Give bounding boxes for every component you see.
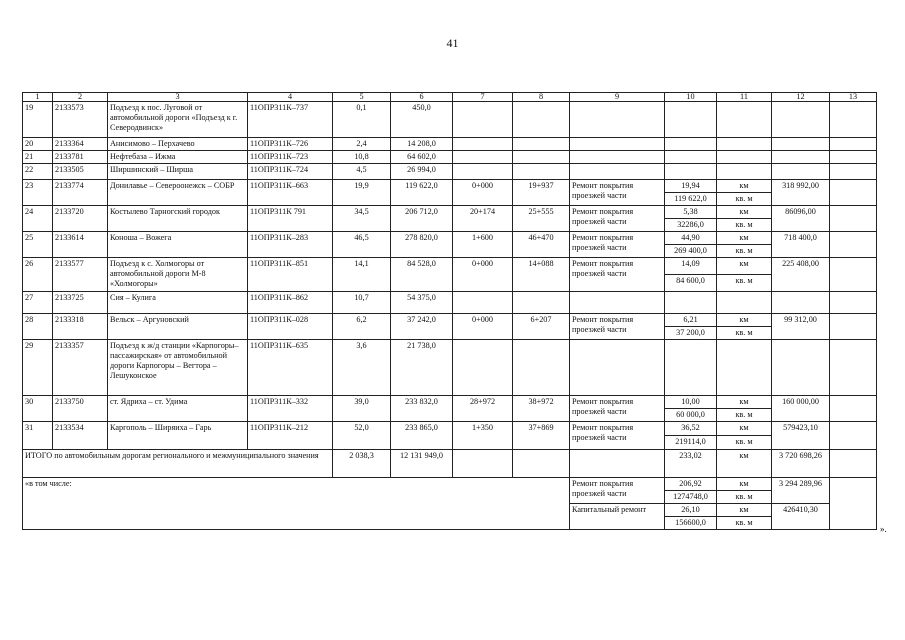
- empty-cell: [513, 164, 570, 180]
- road-length: 46,5: [333, 232, 391, 258]
- road-cost: 206 712,0: [391, 206, 453, 232]
- road-code: 2133750: [53, 396, 108, 422]
- row-number: 26: [23, 258, 53, 292]
- road-code: 2133577: [53, 258, 108, 292]
- col-header: 11: [717, 93, 772, 102]
- quantity-km: 44,90: [665, 232, 717, 245]
- empty-cell: [453, 151, 513, 164]
- unit-km: км: [717, 504, 772, 517]
- row-number: 20: [23, 138, 53, 151]
- empty-cell: [513, 292, 570, 314]
- road-cost: 37 242,0: [391, 314, 453, 340]
- empty-cell: [830, 478, 877, 530]
- col-header: 13: [830, 93, 877, 102]
- table-row: [23, 232, 877, 245]
- table-row: [23, 292, 877, 314]
- road-code: 2133534: [53, 422, 108, 450]
- road-cost: 26 994,0: [391, 164, 453, 180]
- table-row: [23, 180, 877, 193]
- empty-cell: [570, 138, 665, 151]
- road-id: 11ОПР311К–663: [248, 180, 333, 206]
- quantity-km: 26,10: [665, 504, 717, 517]
- table-row: [23, 340, 877, 396]
- empty-cell: [513, 450, 570, 478]
- quantity-area: 219114,0: [665, 436, 717, 450]
- road-length: 19,9: [333, 180, 391, 206]
- empty-cell: [513, 102, 570, 138]
- km-start: 20+174: [453, 206, 513, 232]
- quantity-km: 5,38: [665, 206, 717, 219]
- row-number: 23: [23, 180, 53, 206]
- work-type: Ремонт покрытия проезжей части: [570, 232, 665, 258]
- including-row: [23, 478, 877, 491]
- empty-cell: [453, 340, 513, 396]
- empty-cell: [570, 102, 665, 138]
- total-cost: 12 131 949,0: [391, 450, 453, 478]
- km-end: 6+207: [513, 314, 570, 340]
- km-start: 28+972: [453, 396, 513, 422]
- road-name: Каргополь – Ширяиха – Гарь: [108, 422, 248, 450]
- empty-cell: [453, 102, 513, 138]
- quantity-area: 84 600,0: [665, 275, 717, 292]
- km-start: 1+600: [453, 232, 513, 258]
- road-name: Ширшинский – Ширша: [108, 164, 248, 180]
- row-number: 29: [23, 340, 53, 396]
- col-header: 2: [53, 93, 108, 102]
- road-length: 52,0: [333, 422, 391, 450]
- unit-km: км: [717, 314, 772, 327]
- unit-km: км: [717, 258, 772, 275]
- unit-km: км: [717, 180, 772, 193]
- row-number: 24: [23, 206, 53, 232]
- km-end: 19+937: [513, 180, 570, 206]
- col-header: 5: [333, 93, 391, 102]
- empty-cell: [830, 396, 877, 422]
- table-row: [23, 422, 877, 436]
- unit-area: кв. м: [717, 409, 772, 422]
- empty-cell: [513, 138, 570, 151]
- empty-cell: [830, 180, 877, 206]
- empty-cell: [665, 340, 717, 396]
- empty-cell: [453, 450, 513, 478]
- total-unit: км: [717, 450, 772, 478]
- road-id: 11ОПР311К–212: [248, 422, 333, 450]
- empty-cell: [830, 292, 877, 314]
- total-label: ИТОГО по автомобильным дорогам регионального и межмуниципального значения: [23, 450, 333, 478]
- total-length: 2 038,3: [333, 450, 391, 478]
- total-sum: 3 720 698,26: [772, 450, 830, 478]
- road-code: 2133781: [53, 151, 108, 164]
- road-name: Подъезд к пос. Луговой от автомобильной дороги «Подъезд к г. Северодвинск»: [108, 102, 248, 138]
- road-code: 2133774: [53, 180, 108, 206]
- empty-cell: [570, 340, 665, 396]
- road-name: Нефтебаза – Ижма: [108, 151, 248, 164]
- empty-cell: [570, 292, 665, 314]
- quantity-km: 10,00: [665, 396, 717, 409]
- km-end: 37+869: [513, 422, 570, 450]
- road-code: 2133614: [53, 232, 108, 258]
- road-id: 11ОПР311К–028: [248, 314, 333, 340]
- quantity-area: 32286,0: [665, 219, 717, 232]
- empty-cell: [570, 164, 665, 180]
- road-cost: 233 832,0: [391, 396, 453, 422]
- empty-cell: [665, 292, 717, 314]
- road-name: Подъезд к ж/д станции «Карпогоры–пассажирская» от автомобильной дороги Карпогоры – Вегтора – Лешуконское: [108, 340, 248, 396]
- work-cost: 99 312,00: [772, 314, 830, 340]
- empty-cell: [772, 102, 830, 138]
- roads-table: [22, 92, 877, 530]
- table-row: [23, 206, 877, 219]
- work-cost: 86096,00: [772, 206, 830, 232]
- col-header: 6: [391, 93, 453, 102]
- road-id: 11ОПР311К–723: [248, 151, 333, 164]
- km-end: 38+972: [513, 396, 570, 422]
- road-cost: 233 865,0: [391, 422, 453, 450]
- col-header: 1: [23, 93, 53, 102]
- empty-cell: [665, 102, 717, 138]
- road-length: 0,1: [333, 102, 391, 138]
- road-id: 11ОПР311К 791: [248, 206, 333, 232]
- road-id: 11ОПР311К–332: [248, 396, 333, 422]
- road-length: 10,7: [333, 292, 391, 314]
- road-name: Коноша – Вожега: [108, 232, 248, 258]
- col-header: 12: [772, 93, 830, 102]
- work-cost: 160 000,00: [772, 396, 830, 422]
- table-row: [23, 164, 877, 180]
- unit-km: км: [717, 232, 772, 245]
- row-number: 28: [23, 314, 53, 340]
- km-start: 1+350: [453, 422, 513, 450]
- row-number: 25: [23, 232, 53, 258]
- row-number: 22: [23, 164, 53, 180]
- work-cost: 426410,30: [772, 504, 830, 530]
- km-start: 0+000: [453, 180, 513, 206]
- col-header: 3: [108, 93, 248, 102]
- unit-area: кв. м: [717, 219, 772, 232]
- work-type: Ремонт покрытия проезжей части: [570, 314, 665, 340]
- table-row: [23, 102, 877, 138]
- road-cost: 14 208,0: [391, 138, 453, 151]
- unit-km: км: [717, 422, 772, 436]
- unit-area: кв. м: [717, 193, 772, 206]
- work-type: Капитальный ремонт: [570, 504, 665, 530]
- road-code: 2133725: [53, 292, 108, 314]
- empty-cell: [830, 206, 877, 232]
- empty-cell: [830, 138, 877, 151]
- total-row: [23, 450, 877, 478]
- road-length: 4,5: [333, 164, 391, 180]
- road-length: 6,2: [333, 314, 391, 340]
- row-number: 21: [23, 151, 53, 164]
- road-length: 39,0: [333, 396, 391, 422]
- header-row: [23, 93, 877, 102]
- empty-cell: [830, 340, 877, 396]
- work-type: Ремонт покрытия проезжей части: [570, 422, 665, 450]
- table-row: [23, 138, 877, 151]
- road-cost: 450,0: [391, 102, 453, 138]
- empty-cell: [830, 314, 877, 340]
- quantity-km: 19,94: [665, 180, 717, 193]
- road-name: Костылево Тарногский городок: [108, 206, 248, 232]
- empty-cell: [665, 151, 717, 164]
- empty-cell: [665, 138, 717, 151]
- row-number: 30: [23, 396, 53, 422]
- table-row: [23, 151, 877, 164]
- road-name: Анисимово – Перхачево: [108, 138, 248, 151]
- col-header: 7: [453, 93, 513, 102]
- quantity-area: 269 400,0: [665, 245, 717, 258]
- page-number: 41: [446, 36, 459, 50]
- road-code: 2133318: [53, 314, 108, 340]
- empty-cell: [772, 151, 830, 164]
- unit-area: кв. м: [717, 245, 772, 258]
- road-length: 34,5: [333, 206, 391, 232]
- road-cost: 54 375,0: [391, 292, 453, 314]
- road-length: 3,6: [333, 340, 391, 396]
- empty-cell: [570, 450, 665, 478]
- empty-cell: [453, 164, 513, 180]
- quantity-area: 119 622,0: [665, 193, 717, 206]
- empty-cell: [830, 422, 877, 450]
- road-name: ст. Ядриха – ст. Удима: [108, 396, 248, 422]
- work-type: Ремонт покрытия проезжей части: [570, 206, 665, 232]
- empty-cell: [830, 151, 877, 164]
- col-header: 10: [665, 93, 717, 102]
- road-length: 14,1: [333, 258, 391, 292]
- closing-quote: ».: [880, 524, 887, 534]
- work-cost: 318 992,00: [772, 180, 830, 206]
- road-length: 10,8: [333, 151, 391, 164]
- row-number: 27: [23, 292, 53, 314]
- road-id: 11ОПР311К–724: [248, 164, 333, 180]
- work-cost: 579423,10: [772, 422, 830, 450]
- unit-area: кв. м: [717, 327, 772, 340]
- work-cost: 718 400,0: [772, 232, 830, 258]
- road-code: 2133364: [53, 138, 108, 151]
- empty-cell: [513, 151, 570, 164]
- table-row: [23, 396, 877, 409]
- empty-cell: [513, 340, 570, 396]
- km-end: 46+470: [513, 232, 570, 258]
- km-start: 0+000: [453, 258, 513, 292]
- road-id: 11ОПР311К–737: [248, 102, 333, 138]
- work-type: Ремонт покрытия проезжей части: [570, 258, 665, 292]
- quantity-km: 14,09: [665, 258, 717, 275]
- quantity-area: 37 200,0: [665, 327, 717, 340]
- unit-area: кв. м: [717, 491, 772, 504]
- empty-cell: [717, 151, 772, 164]
- total-quantity: 233,02: [665, 450, 717, 478]
- row-number: 19: [23, 102, 53, 138]
- unit-area: кв. м: [717, 517, 772, 530]
- road-cost: 119 622,0: [391, 180, 453, 206]
- quantity-km: 6,21: [665, 314, 717, 327]
- road-code: 2133505: [53, 164, 108, 180]
- col-header: 9: [570, 93, 665, 102]
- road-cost: 84 528,0: [391, 258, 453, 292]
- unit-km: км: [717, 206, 772, 219]
- empty-cell: [717, 138, 772, 151]
- road-cost: 21 738,0: [391, 340, 453, 396]
- unit-km: км: [717, 478, 772, 491]
- col-header: 4: [248, 93, 333, 102]
- road-code: 2133720: [53, 206, 108, 232]
- empty-cell: [453, 292, 513, 314]
- table-row: [23, 314, 877, 327]
- km-end: 25+555: [513, 206, 570, 232]
- empty-cell: [830, 258, 877, 292]
- road-name: Вельск – Аргуновский: [108, 314, 248, 340]
- unit-area: кв. м: [717, 436, 772, 450]
- quantity-area: 156600,0: [665, 517, 717, 530]
- unit-km: км: [717, 396, 772, 409]
- road-cost: 64 602,0: [391, 151, 453, 164]
- empty-cell: [830, 450, 877, 478]
- road-id: 11ОПР311К–635: [248, 340, 333, 396]
- empty-cell: [772, 292, 830, 314]
- empty-cell: [772, 138, 830, 151]
- road-length: 2,4: [333, 138, 391, 151]
- work-cost: 225 408,00: [772, 258, 830, 292]
- empty-cell: [830, 102, 877, 138]
- empty-cell: [717, 102, 772, 138]
- including-label: «в том числе:: [23, 478, 570, 530]
- road-code: 2133357: [53, 340, 108, 396]
- col-header: 8: [513, 93, 570, 102]
- empty-cell: [453, 138, 513, 151]
- work-type: Ремонт покрытия проезжей части: [570, 396, 665, 422]
- road-id: 11ОПР311К–851: [248, 258, 333, 292]
- road-id: 11ОПР311К–726: [248, 138, 333, 151]
- empty-cell: [665, 164, 717, 180]
- km-start: 0+000: [453, 314, 513, 340]
- road-name: Сия – Кулига: [108, 292, 248, 314]
- quantity-km: 36,52: [665, 422, 717, 436]
- empty-cell: [830, 232, 877, 258]
- quantity-area: 60 000,0: [665, 409, 717, 422]
- empty-cell: [830, 164, 877, 180]
- road-name: Донилавье – Североонежск – СОБР: [108, 180, 248, 206]
- work-type: Ремонт покрытия проезжей части: [570, 478, 665, 504]
- empty-cell: [570, 151, 665, 164]
- work-cost: 3 294 289,96: [772, 478, 830, 504]
- table-row: [23, 258, 877, 275]
- empty-cell: [772, 340, 830, 396]
- quantity-area: 1274748,0: [665, 491, 717, 504]
- empty-cell: [717, 292, 772, 314]
- empty-cell: [772, 164, 830, 180]
- road-code: 2133573: [53, 102, 108, 138]
- km-end: 14+088: [513, 258, 570, 292]
- empty-cell: [717, 164, 772, 180]
- road-id: 11ОПР311К–862: [248, 292, 333, 314]
- road-cost: 278 820,0: [391, 232, 453, 258]
- unit-area: кв. м: [717, 275, 772, 292]
- row-number: 31: [23, 422, 53, 450]
- road-name: Подъезд к с. Холмогоры от автомобильной дороги М-8 «Холмогоры»: [108, 258, 248, 292]
- work-type: Ремонт покрытия проезжей части: [570, 180, 665, 206]
- quantity-km: 206,92: [665, 478, 717, 491]
- road-id: 11ОПР311К–283: [248, 232, 333, 258]
- empty-cell: [717, 340, 772, 396]
